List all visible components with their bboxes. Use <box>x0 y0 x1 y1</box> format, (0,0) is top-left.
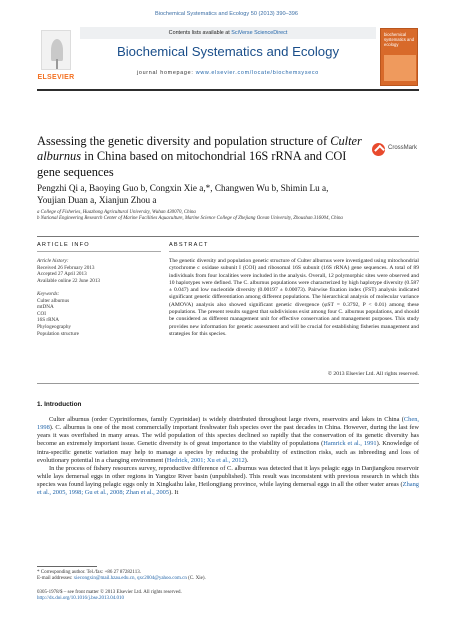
contents-bar <box>80 27 376 39</box>
received-date: Received 26 February 2013 <box>37 264 95 271</box>
text-run: ). <box>244 456 249 464</box>
elsevier-tree-icon <box>41 30 71 70</box>
text-run: ). C. alburnus is one of the most commercially important freshwater fish species over the past decades in China. However, during the last few years it was overfished in many areas. The wild population of this species declined so rapidly that the conservation of its genetic diversity has become an extremely important issue. Genetic diversity is of great importance to the viability of populations ( <box>37 424 419 448</box>
article-history <box>37 258 161 284</box>
text-run: In the process of fishery resources survey, reproductive difference of C. alburnus was detected that it lays pelagic eggs in Danjiangkou reservoir while lays demersal eggs in other regions in Yangtze River basin (unpublished). This result was inconsistent with previous research in which this species was found laying pelagic eggs only in Xingkaihu lake, Heilongjiang province, while laying demersal eggs in all the other water areas ( <box>37 464 419 489</box>
issn-block <box>37 590 419 603</box>
keyword: 16S rRNA <box>37 317 60 324</box>
homepage-link[interactable]: www.elsevier.com/locate/biochemsyseco <box>195 70 320 76</box>
email-suffix: (C. Xie). <box>186 576 206 582</box>
elsevier-logo <box>37 28 75 88</box>
affiliation-b: b National Engineering Research Center of Marine Facilities Aquaculture, Marine Science College of Zhejiang Ocean University, Zhoushan 316004, China <box>37 216 343 222</box>
crossmark-badge[interactable] <box>372 143 428 157</box>
authors-line-2: Youjian Duan a, Xianjun Zhou a <box>37 195 157 206</box>
author-list <box>37 182 397 207</box>
keyword: Population structure <box>37 330 79 337</box>
keyword: Phylogeography <box>37 323 72 330</box>
article-title <box>37 134 367 180</box>
issn-line: 0305-1978/$ – see front matter © 2013 Elsevier Ltd. All rights reserved. <box>37 590 182 595</box>
doi-link[interactable]: http://dx.doi.org/10.1016/j.bse.2013.04.010 <box>37 596 124 602</box>
abstract-heading: ABSTRACT <box>169 242 209 248</box>
keyword: mtDNA <box>37 304 54 311</box>
keywords-heading: Keywords: <box>37 291 60 297</box>
reference-link[interactable]: Hamrick et al., 1991 <box>323 440 377 448</box>
keyword: COI <box>37 310 46 317</box>
email-line <box>37 576 419 582</box>
corresponding-footnote <box>37 570 419 583</box>
intro-paragraph-1 <box>37 416 419 465</box>
online-date: Available online 22 June 2013 <box>37 277 101 284</box>
intro-paragraph-2 <box>37 465 419 498</box>
email-links[interactable]: xiecongxin@mail.hzau.edu.cn, qxc2004@yahoo.com.cn <box>73 576 187 582</box>
journal-homepage <box>80 70 376 76</box>
journal-title: Biochemical Systematics and Ecology <box>116 44 340 59</box>
footnote-rule <box>37 566 97 567</box>
title-part1: Assessing the genetic diversity and population structure of <box>37 134 331 148</box>
text-run: ). Knowledge of intra-specific genetic variation may help to manage a species by reducing the probability of extinction risks, such as inbreeding and loss of evolutionary potential in a changing environment ( <box>37 440 419 464</box>
abstract-divider <box>37 383 419 384</box>
contents-prefix: Contents lists available at <box>168 30 232 36</box>
section-heading: 1. Introduction <box>37 401 82 408</box>
sciencedirect-link[interactable]: SciVerse ScienceDirect <box>231 30 288 36</box>
affiliations <box>37 210 409 222</box>
authors-line-1: Pengzhi Qi a, Baoying Guo b, Congxin Xie a,*, Changwen Wu b, Shimin Lu a, <box>37 183 329 193</box>
keywords <box>37 291 161 337</box>
corresponding-author: * Corresponding author. Tel./fax: +86 27 87282113. <box>37 570 141 575</box>
email-prefix: E-mail addresses: <box>37 576 74 582</box>
abstract-rule <box>169 251 419 252</box>
introduction-body <box>37 416 419 498</box>
article-info-rule <box>37 251 161 252</box>
reference-link[interactable]: Hedrick, 2001; Xu et al., 2012 <box>166 456 245 464</box>
info-divider <box>37 236 419 237</box>
reference-link[interactable]: Chen, 1998 <box>37 416 419 432</box>
cover-image <box>384 55 416 81</box>
text-run: ). It <box>169 489 179 497</box>
journal-cover[interactable] <box>380 28 418 86</box>
homepage-prefix: journal homepage: <box>136 70 196 76</box>
publisher-name: ELSEVIER <box>37 74 75 81</box>
abstract-copyright: © 2013 Elsevier Ltd. All rights reserved. <box>327 371 419 377</box>
crossmark-icon <box>372 143 385 156</box>
article-info-heading: ARTICLE INFO <box>37 242 90 248</box>
header-divider <box>37 89 419 91</box>
cover-title: biochemical systematics and ecology <box>384 32 415 47</box>
reference-link[interactable]: Zhang et al., 2005, 1998; Gu et al., 2008; Zhan et al., 2005 <box>37 481 419 497</box>
journal-citation[interactable]: Biochemical Systematics and Ecology 50 (2013) 390–396 <box>154 11 299 17</box>
affiliation-a: a College of Fisheries, Huazhong Agricultural University, Wuhan 430070, China <box>37 210 196 215</box>
abstract-text: The genetic diversity and population genetic structure of Culter alburnus were investigated using mitochondrial cytochrome c oxidase subunit I (COI) and ribosomal 16S subunit (16S rRNA) gene sequences. A total of 89 individuals from four localities were included in the analysis. Overall, 12 polymorphic sites were observed and 10 haplotypes were defined. The C. alburnus populations were characterized by high haplotype diversity (0.587 ± 0.047) and low nucleotide diversity (0.00197 ± 0.00073). Pairwise fixation index (FST) analysis indicated significant genetic differentiation among different populations. The hierarchical analysis of molecular variance (AMOVA) analysis also showed significant genetic divergence (φST = 0.3792, P < 0.01) among these populations. The present results suggest that subdivisions exist among four C. alburnus populations, and should be considered as different management unit for effective conservation and management purposes. This study provides new information for genetic assessment and will be crucial for establishing fisheries management and strategies for this species. <box>169 258 419 337</box>
text-run: Culter alburnus (order Cypriniformes, family Cyprinidae) is widely distributed throughout large rivers, reservoirs and lakes in China ( <box>49 416 404 423</box>
history-heading: Article history: <box>37 258 69 264</box>
keyword: Culter alburnus <box>37 297 70 304</box>
crossmark-label: CrossMark <box>388 145 418 151</box>
accepted-date: Accepted 27 April 2013 <box>37 271 87 278</box>
title-part2: in China based on mitochondrial 16S rRNA and COI gene sequences <box>37 149 347 179</box>
title-species: Culter alburnus <box>37 134 362 164</box>
